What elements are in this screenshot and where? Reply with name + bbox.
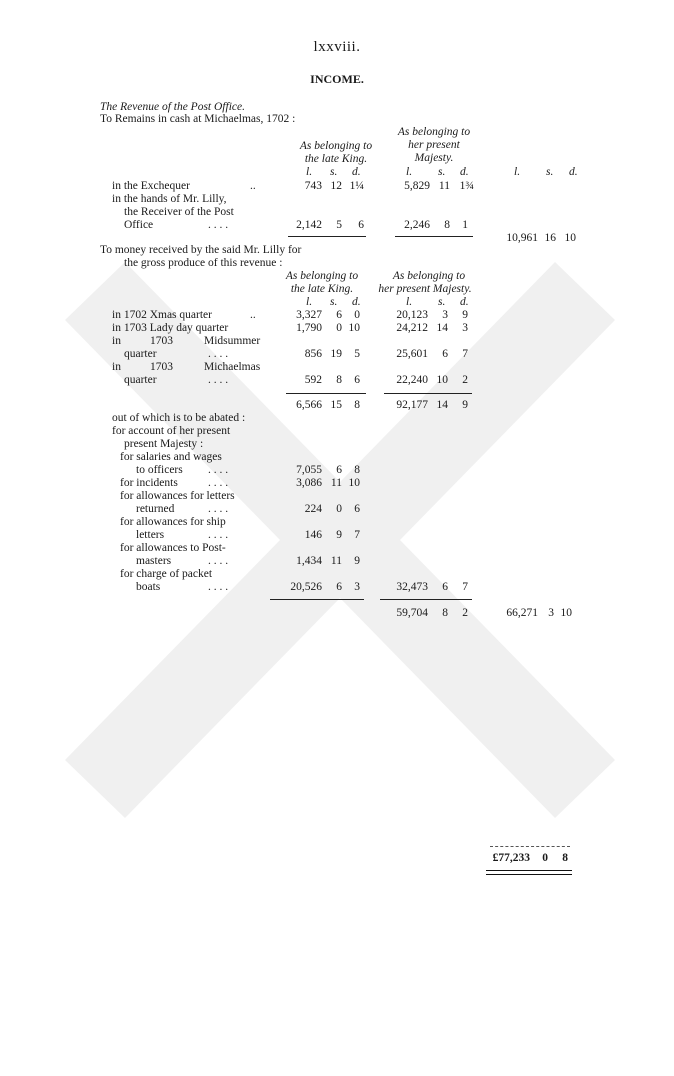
amount-shillings: 10 xyxy=(436,374,448,386)
remains-total-shillings: 16 xyxy=(544,232,556,244)
abated-heading: out of which is to be abated : xyxy=(112,412,246,424)
amount-shillings: 0 xyxy=(336,322,342,334)
amount-shillings: 11 xyxy=(330,555,342,567)
unit-s: s. xyxy=(330,166,338,178)
amount-shillings: 6 xyxy=(336,581,342,593)
leader-dots: . . . . xyxy=(208,581,229,593)
income-total-pence: 10 xyxy=(560,607,572,619)
col-late-king-line1: As belonging to xyxy=(285,270,359,282)
amount-pence: 1 xyxy=(462,219,468,231)
remains-total-pounds: 10,961 xyxy=(506,232,538,244)
money-heading: the gross produce of this revenue : xyxy=(124,257,283,269)
amount-pounds: 224 xyxy=(304,503,322,515)
amount-pounds: 592 xyxy=(304,374,322,386)
income-total-shillings: 3 xyxy=(548,607,554,619)
grand-total-pence: 8 xyxy=(562,852,568,864)
amount-pounds: 5,829 xyxy=(404,180,430,192)
amount-pounds: 20,526 xyxy=(290,581,322,593)
amount-pence: 3 xyxy=(462,322,468,334)
row-label: in xyxy=(112,361,121,373)
col-late-king-line1: As belonging to xyxy=(299,140,373,152)
amount-pence: 3 xyxy=(354,581,360,593)
amount-shillings: 19 xyxy=(330,348,342,360)
money-heading: To money received by the said Mr. Lilly for xyxy=(100,244,302,256)
net-shillings: 8 xyxy=(442,607,448,619)
row-label: 1703 xyxy=(150,335,173,347)
leader-dots: . . . . xyxy=(208,477,229,489)
row-label: for charge of packet xyxy=(120,568,213,580)
amount-pounds: 2,246 xyxy=(404,219,430,231)
amount-shillings: 11 xyxy=(330,477,342,489)
amount-pounds: 25,601 xyxy=(396,348,428,360)
sum-rule xyxy=(384,393,472,394)
amount-shillings: 11 xyxy=(438,180,450,192)
col-late-king-line2: the late King. xyxy=(304,153,368,165)
amount-pounds: 7,055 xyxy=(296,464,322,476)
amount-pounds: 856 xyxy=(304,348,322,360)
leader-dots: . . . . xyxy=(208,503,229,515)
col-majesty-line3: Majesty. xyxy=(414,152,454,164)
amount-pounds: 22,240 xyxy=(396,374,428,386)
row-label: quarter xyxy=(124,374,157,386)
amount-shillings: 8 xyxy=(336,374,342,386)
gross-total-pounds: 92,177 xyxy=(396,399,428,411)
leader-dots: . . . . xyxy=(208,219,229,231)
abated-heading: present Majesty : xyxy=(124,438,204,450)
gross-total-pounds: 6,566 xyxy=(296,399,322,411)
amount-shillings: 5 xyxy=(336,219,342,231)
unit-l: l. xyxy=(514,166,521,178)
unit-l: l. xyxy=(306,166,313,178)
row-label: for salaries and wages xyxy=(120,451,222,463)
amount-shillings: 6 xyxy=(336,309,342,321)
row-label: Midsummer xyxy=(204,335,261,347)
amount-pence: 6 xyxy=(354,503,360,515)
amount-pence: 10 xyxy=(348,322,360,334)
gross-total-pence: 8 xyxy=(354,399,360,411)
row-label: the Receiver of the Post xyxy=(124,206,234,218)
col-majesty-line1: As belonging to xyxy=(397,126,471,138)
unit-s: s. xyxy=(438,166,446,178)
row-label: for allowances for letters xyxy=(120,490,235,502)
unit-d: d. xyxy=(569,166,578,178)
amount-pence: 0 xyxy=(354,309,360,321)
amount-pounds: 146 xyxy=(304,529,322,541)
row-label: letters xyxy=(136,529,165,541)
gross-total-shillings: 15 xyxy=(330,399,342,411)
grand-total-shillings: 0 xyxy=(542,852,548,864)
row-label: Michaelmas xyxy=(204,361,261,373)
amount-pounds: 3,327 xyxy=(296,309,322,321)
amount-shillings: 14 xyxy=(436,322,448,334)
amount-pounds: 3,086 xyxy=(296,477,322,489)
col-majesty-line1: As belonging to xyxy=(392,270,466,282)
amount-pounds: 2,142 xyxy=(296,219,322,231)
col-majesty-line2: her present xyxy=(408,139,460,151)
row-label: quarter xyxy=(124,348,157,360)
sum-rule xyxy=(490,846,570,847)
sum-rule xyxy=(286,393,366,394)
amount-shillings: 6 xyxy=(442,581,448,593)
amount-pounds: 24,212 xyxy=(396,322,428,334)
leader-dots: . . . . xyxy=(208,348,229,360)
remains-heading: To Remains in cash at Michaelmas, 1702 : xyxy=(100,113,296,125)
leader-dots: . . . . xyxy=(208,464,229,476)
leader-dots: . . . . xyxy=(208,374,229,386)
row-label: for incidents xyxy=(120,477,178,489)
amount-pence: 10 xyxy=(348,477,360,489)
subtitle: The Revenue of the Post Office. xyxy=(100,101,245,113)
net-pence: 2 xyxy=(462,607,468,619)
amount-pence: 9 xyxy=(462,309,468,321)
double-rule xyxy=(486,870,572,871)
unit-s: s. xyxy=(330,296,338,308)
amount-pounds: 1,790 xyxy=(296,322,322,334)
amount-pence: 5 xyxy=(354,348,360,360)
remains-total-pence: 10 xyxy=(564,232,576,244)
unit-s: s. xyxy=(438,296,446,308)
row-label: for allowances for ship xyxy=(120,516,226,528)
row-label: in the Exchequer xyxy=(112,180,190,192)
row-label: boats xyxy=(136,581,161,593)
sum-rule xyxy=(288,236,366,237)
amount-shillings: 0 xyxy=(336,503,342,515)
sum-rule xyxy=(270,599,364,600)
unit-l: l. xyxy=(406,166,413,178)
amount-pence: 6 xyxy=(354,374,360,386)
row-label: 1703 xyxy=(150,361,173,373)
unit-d: d. xyxy=(460,166,469,178)
row-label: masters xyxy=(136,555,172,567)
unit-d: d. xyxy=(352,166,361,178)
row-label: in the hands of Mr. Lilly, xyxy=(112,193,227,205)
section-title: INCOME. xyxy=(310,72,364,86)
amount-pence: 2 xyxy=(462,374,468,386)
gross-total-shillings: 14 xyxy=(436,399,448,411)
amount-pounds: 743 xyxy=(304,180,322,192)
abated-heading: for account of her present xyxy=(112,425,231,437)
amount-shillings: 3 xyxy=(442,309,448,321)
unit-d: d. xyxy=(352,296,361,308)
amount-shillings: 9 xyxy=(336,529,342,541)
amount-pounds: 20,123 xyxy=(396,309,428,321)
leader-dots: . . . . xyxy=(208,555,229,567)
amount-shillings: 6 xyxy=(336,464,342,476)
leader-dots: .. xyxy=(250,180,256,192)
amount-pence: 1¼ xyxy=(349,180,364,192)
col-late-king-line2: the late King. xyxy=(290,283,354,295)
row-label: in 1703 Lady day quarter xyxy=(112,322,229,334)
row-label: in xyxy=(112,335,121,347)
unit-l: l. xyxy=(306,296,313,308)
amount-pence: 7 xyxy=(462,581,468,593)
leader-dots: . . . . xyxy=(208,529,229,541)
unit-d: d. xyxy=(460,296,469,308)
amount-pence: 6 xyxy=(358,219,364,231)
row-label: returned xyxy=(136,503,175,515)
amount-pence: 7 xyxy=(354,529,360,541)
amount-pence: 7 xyxy=(462,348,468,360)
amount-pounds: 32,473 xyxy=(396,581,428,593)
amount-pence: 9 xyxy=(354,555,360,567)
income-total-pounds: 66,271 xyxy=(506,607,538,619)
page-number: lxxviii. xyxy=(313,39,361,55)
row-label: in 1702 Xmas quarter xyxy=(112,309,212,321)
grand-total-pounds: £77,233 xyxy=(492,852,530,864)
unit-l: l. xyxy=(406,296,413,308)
row-label: Office xyxy=(124,219,154,231)
row-label: for allowances to Post- xyxy=(120,542,226,554)
amount-shillings: 6 xyxy=(442,348,448,360)
amount-pence: 8 xyxy=(354,464,360,476)
sum-rule xyxy=(380,599,472,600)
net-pounds: 59,704 xyxy=(396,607,428,619)
amount-shillings: 12 xyxy=(330,180,342,192)
amount-pounds: 1,434 xyxy=(296,555,322,567)
unit-s: s. xyxy=(546,166,554,178)
amount-shillings: 8 xyxy=(444,219,450,231)
double-rule xyxy=(486,874,572,875)
amount-pence: 1¾ xyxy=(459,180,474,192)
sum-rule xyxy=(395,236,473,237)
col-majesty-line2: her present Majesty. xyxy=(378,283,472,295)
leader-dots: .. xyxy=(250,309,256,321)
row-label: to officers xyxy=(136,464,183,476)
gross-total-pence: 9 xyxy=(462,399,468,411)
